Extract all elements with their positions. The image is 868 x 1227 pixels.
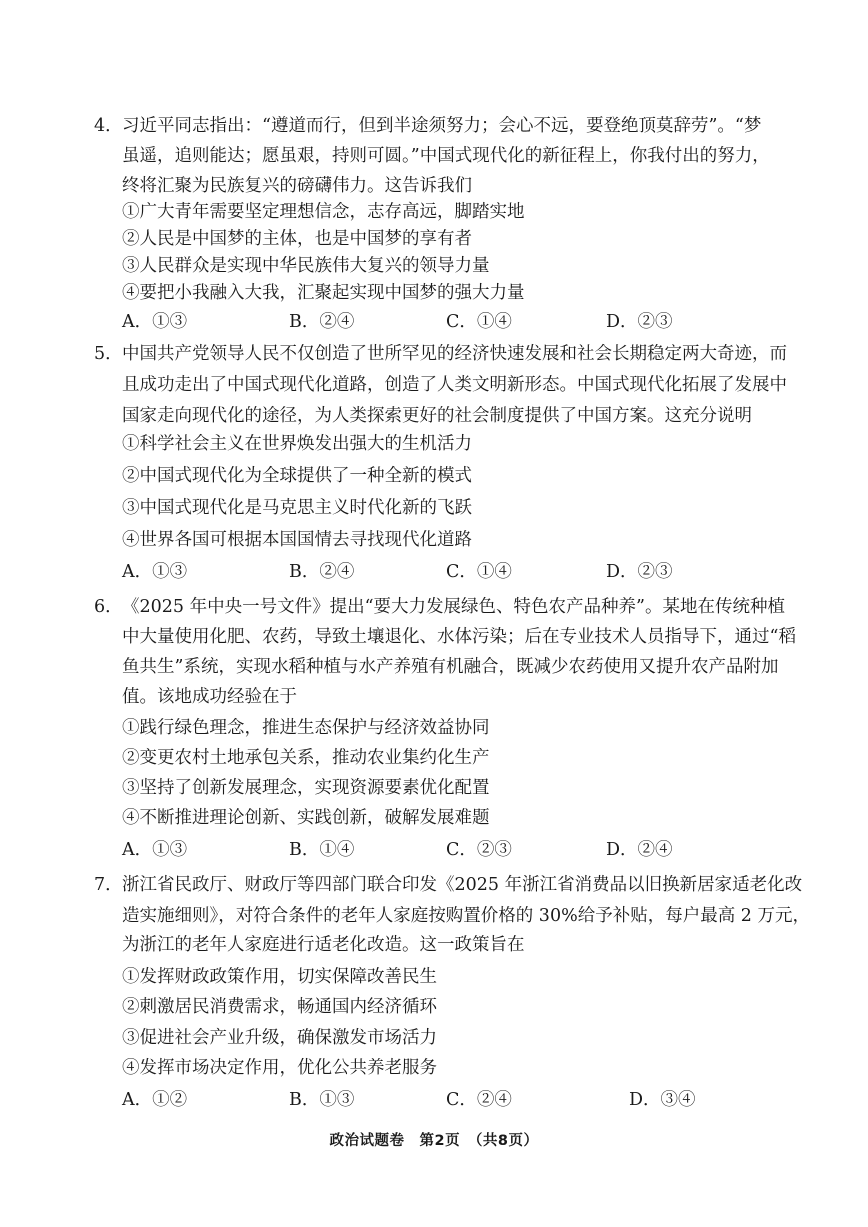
question-stem-line: 国家走向现代化的途径，为人类探索更好的社会制度提供了中国方案。这充分说明	[122, 406, 752, 426]
question-stem-line: 且成功走出了中国式现代化道路，创造了人类文明新形态。中国式现代化拓展了发展中	[122, 375, 787, 395]
statement-2: ②刺激居民消费需求，畅通国内经济循环	[122, 997, 437, 1017]
statement-4: ④发挥市场决定作用，优化公共养老服务	[122, 1058, 437, 1078]
statement-2: ②人民是中国梦的主体，也是中国梦的享有者	[122, 229, 472, 249]
option-c: C．①④	[446, 562, 512, 582]
option-b: B．②④	[289, 312, 355, 332]
option-a: A．①③	[122, 312, 188, 332]
question-stem-line: 值。该地成功经验在于	[122, 687, 297, 707]
statement-2: ②变更农村土地承包关系，推动农业集约化生产	[122, 748, 490, 768]
option-b: B．①③	[289, 1090, 355, 1110]
option-c: C．②④	[446, 1090, 512, 1110]
question-stem-line: 造实施细则》，对符合条件的老年人家庭按购置价格的 30%给予补贴，每户最高 2 万元，	[122, 906, 810, 926]
option-a: A．①③	[122, 840, 188, 860]
statement-2: ②中国式现代化为全球提供了一种全新的模式	[122, 466, 472, 486]
question-stem-line: 浙江省民政厅、财政厅等四部门联合印发《2025 年浙江省消费品以旧换新居家适老化改	[122, 875, 803, 895]
statement-4: ④世界各国可根据本国国情去寻找现代化道路	[122, 530, 472, 550]
question-stem-line: 习近平同志指出：“遵道而行，但到半途须努力；会心不远，要登绝顶莫辞劳”。“梦	[122, 116, 762, 136]
option-d: D．③④	[629, 1090, 696, 1110]
question-stem-line: 中国共产党领导人民不仅创造了世所罕见的经济快速发展和社会长期稳定两大奇迹，而	[122, 344, 787, 364]
question-stem-line: 终将汇聚为民族复兴的磅礴伟力。这告诉我们	[122, 176, 472, 196]
option-c: C．②③	[446, 840, 512, 860]
question-stem-line: 《2025 年中央一号文件》提出“要大力发展绿色、特色农产品种养”。某地在传统种植	[122, 597, 785, 617]
question-stem-line: 中大量使用化肥、农药，导致土壤退化、水体污染；后在专业技术人员指导下，通过“稻	[122, 627, 796, 647]
option-b: B．①④	[289, 840, 355, 860]
page-footer: 政治试题卷 第2页 （共8页）	[329, 1133, 539, 1149]
option-c: C．①④	[446, 312, 512, 332]
question-stem-line: 虽遥，追则能达；愿虽艰，持则可圆。”中国式现代化的新征程上，你我付出的努力，	[122, 146, 770, 166]
question-number: 7．	[94, 875, 123, 895]
option-b: B．②④	[289, 562, 355, 582]
question-stem-line: 为浙江的老年人家庭进行适老化改造。这一政策旨在	[122, 935, 525, 955]
option-d: D．②③	[606, 312, 673, 332]
option-a: A．①③	[122, 562, 188, 582]
statement-3: ③促进社会产业升级，确保激发市场活力	[122, 1028, 437, 1048]
option-d: D．②③	[606, 562, 673, 582]
question-number: 5．	[94, 344, 123, 364]
statement-1: ①科学社会主义在世界焕发出强大的生机活力	[122, 434, 472, 454]
statement-3: ③坚持了创新发展理念，实现资源要素优化配置	[122, 778, 490, 798]
question-number: 6．	[94, 597, 123, 617]
question-number: 4．	[94, 116, 123, 136]
statement-1: ①发挥财政政策作用，切实保障改善民生	[122, 967, 437, 987]
statement-1: ①践行绿色理念，推进生态保护与经济效益协同	[122, 718, 490, 738]
statement-3: ③中国式现代化是马克思主义时代化新的飞跃	[122, 498, 472, 518]
option-d: D．②④	[606, 840, 673, 860]
statement-4: ④要把小我融入大我，汇聚起实现中国梦的强大力量	[122, 283, 525, 303]
statement-1: ①广大青年需要坚定理想信念，志存高远，脚踏实地	[122, 202, 525, 222]
statement-4: ④不断推进理论创新、实践创新，破解发展难题	[122, 808, 490, 828]
statement-3: ③人民群众是实现中华民族伟大复兴的领导力量	[122, 256, 490, 276]
option-a: A．①②	[122, 1090, 188, 1110]
question-stem-line: 鱼共生”系统，实现水稻种植与水产养殖有机融合，既减少农药使用又提升农产品附加	[122, 657, 779, 677]
